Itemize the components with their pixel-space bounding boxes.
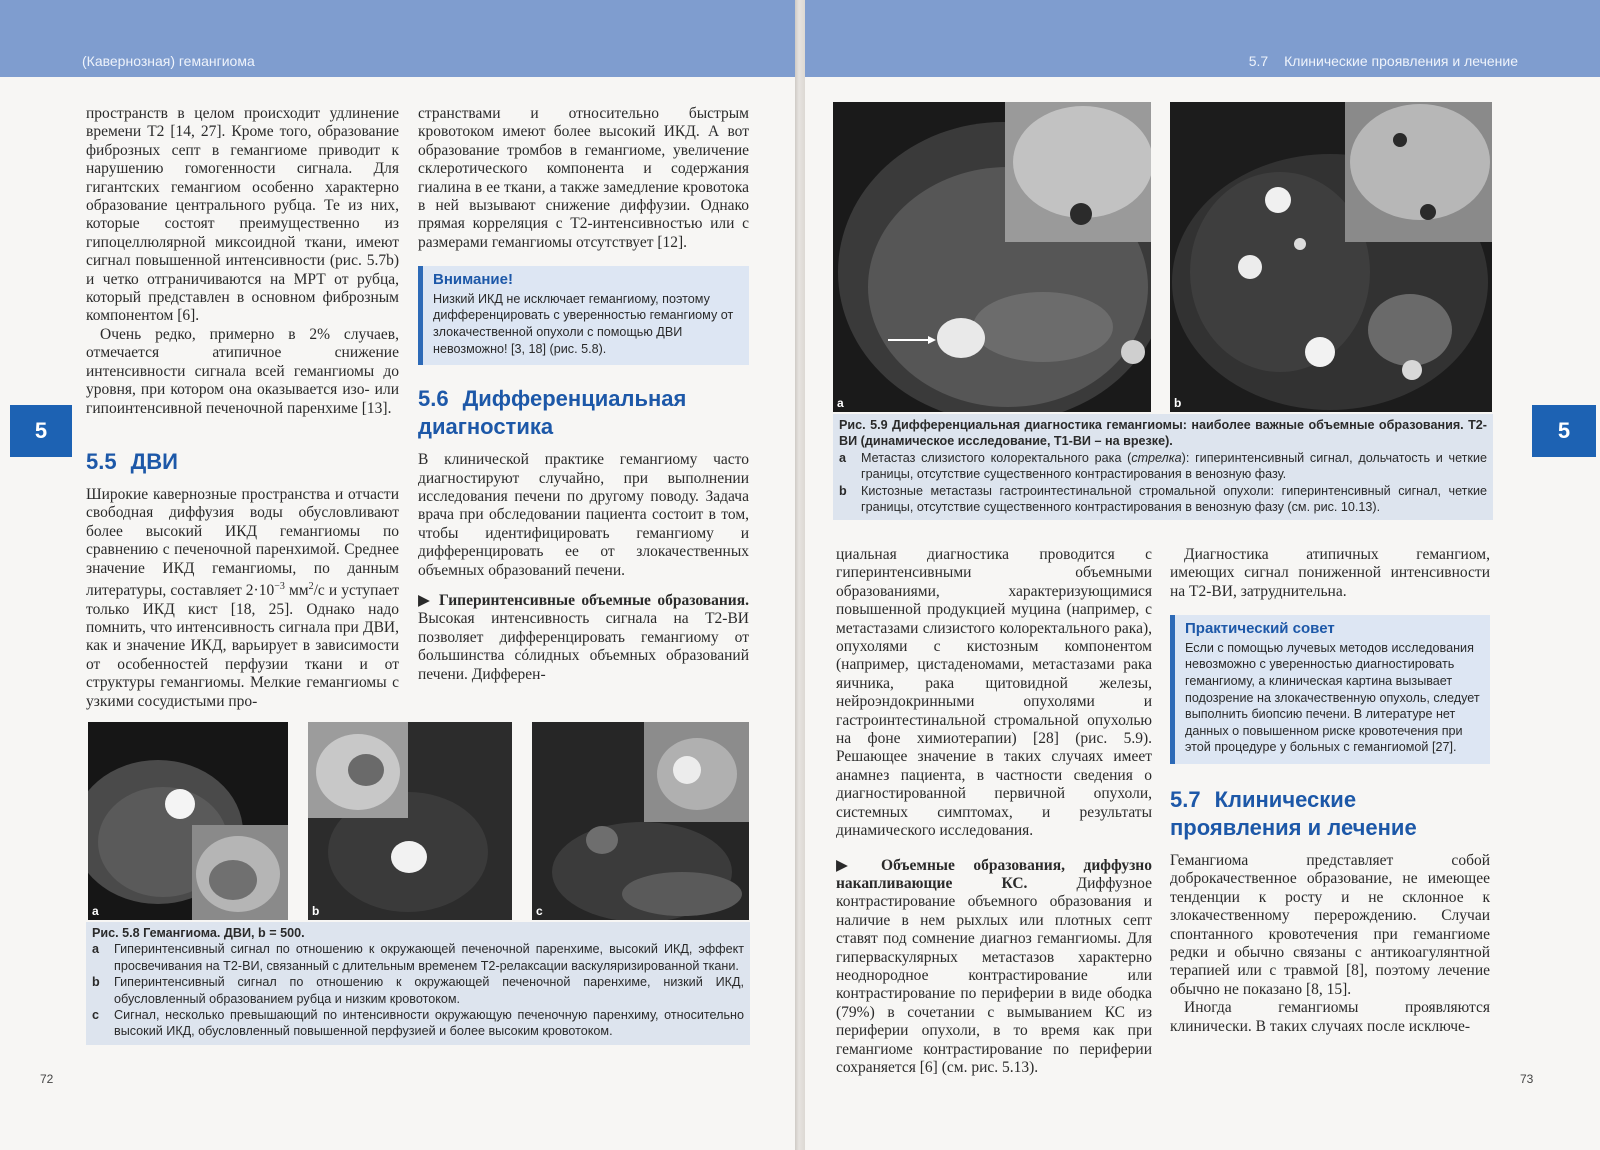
paragraph: [836, 857, 1152, 1078]
panel-label: c: [536, 904, 543, 918]
right-running-head-number: 5.7: [1248, 53, 1269, 69]
attention-text: Низкий ИКД не исключает гемангиому, поэтому дифференцировать с уверенностью гемангиому от злокачественной опухоли с помощью ДВИ невозможно! [3, 18] (рис. 5.8).: [433, 291, 734, 356]
figure-5-8-caption: [86, 922, 750, 1045]
left-header-band: [0, 0, 795, 77]
paragraph-lead: ▶ Объемные образования, диффузно накапливающие КС.: [836, 856, 1152, 892]
panel-label: a: [92, 904, 99, 918]
caption-item-text: Сигнал, несколько превышающий по интенсивности окружающую печеночную паренхиму, относительно высокий ИКД, обусловленный повышенной перфузией и более высоким кровотоком.: [114, 1008, 744, 1039]
attention-title: Внимание!: [433, 271, 513, 289]
caption-item-text: Гиперинтенсивный сигнал по отношению к окружающей печеночной паренхиме, низкий ИКД, обусловленный образованием рубца и низким кровотоком.: [114, 975, 744, 1006]
caption-item-key: b: [839, 483, 847, 498]
tip-text: Если с помощью лучевых методов исследования невозможно с уверенностью диагностировать гемангиому, а клиническая картина вызывает подозрение на злокачественную опухоль, следует выполнить биопсию печени. В литературе нет данных о повышенном риске кровотечения при этой процедуре у больных с гемангиомой [27].: [1185, 640, 1480, 755]
mri-image-b: [308, 722, 512, 920]
section-number: 5.5: [86, 448, 117, 474]
right-column-1: [836, 546, 1152, 1077]
text-run: ): гиперинтенсивный сигнал, дольчатость и четкие границы, отсутствие существенного контрастирования в венозную фазу.: [861, 450, 1487, 482]
paragraph: циальная диагностика проводится с гиперинтенсивными объемными образованиями, характеризующимися повышенной продукцией муцина (например, с метастазами слизистого колоректального рака), опухолями с кистозным компонентом (например, цистаденомами, метастазами рака яичника, рака щитовидной железы, нейроэндокринными опухолями и гастроинтестинальной стромальной опухолью на фоне химиотерапии) [28] (рис. 5.9). Решающее значение в таких случаях имеет анамнез пациента, в частности сведения о диагностированной первичной опухоли, системных симптомах, и результаты динамического исследования.: [836, 546, 1152, 840]
section-number: 5.7: [1170, 786, 1201, 812]
caption-item-text: [861, 450, 1487, 483]
left-column-1: [86, 105, 399, 711]
section-heading-5-7: [1170, 786, 1490, 842]
caption-item: [92, 1007, 744, 1040]
section-heading-5-6: [418, 385, 749, 441]
caption-title: Рис. 5.8 Гемангиома. ДВИ, b = 500.: [92, 926, 305, 940]
text-run: Метастаз слизистого колоректального рака (: [861, 450, 1132, 465]
section-title: ДВИ: [130, 448, 178, 474]
section-title: Клинические проявления и лечение: [1170, 786, 1417, 840]
figure-5-8-panel-b: [308, 722, 512, 920]
panel-label: b: [1174, 396, 1182, 410]
caption-item-key: c: [92, 1008, 100, 1023]
right-page-number: 73: [1520, 1072, 1534, 1086]
text-run: Диффузное контрастирование объемного образования и наличие в нем рыхлых или плотных септ ставят под сомнение диагноз гемангиомы. Для гиперваскулярных метастазов характерно неоднородное контрастирование или контрастирование по периферии в виде ободка (79%) в сочетании с вымыванием КС из периферии опухоли, в то время как при гемангиоме контрастирование по периферии сохраняется [6] (см. рис. 5.13).: [836, 874, 1153, 1076]
right-column-2: [1170, 546, 1490, 1036]
paragraph-lead: ▶ Гиперинтенсивные объемные образования.: [418, 592, 749, 610]
figure-5-8-panel-a: [88, 722, 288, 920]
paragraph: Диагностика атипичных гемангиом, имеющих сигнал пониженной интенсивности на Т2-ВИ, затруднительна.: [1170, 546, 1490, 600]
right-chapter-tab: 5: [1532, 405, 1596, 457]
caption-item-key: a: [839, 450, 847, 465]
right-running-head-title: Клинические проявления и лечение: [1284, 53, 1518, 69]
superscript: −3: [274, 580, 285, 592]
figure-5-9-panel-a: [833, 102, 1151, 412]
left-running-head: (Кавернозная) гемангиома: [82, 53, 255, 69]
mri-image-a: [833, 102, 1151, 412]
section-title: Дифференциальная диагностика: [418, 386, 687, 440]
caption-item-text: Гиперинтенсивный сигнал по отношению к окружающей печеночной паренхиме, высокий ИКД, эффект просвечивания на Т2-ВИ, связанный с длительным временем Т2-релаксации васкуляризированной ткани.: [114, 942, 744, 973]
section-heading-5-5: [86, 448, 399, 476]
text-run: мм: [284, 582, 309, 600]
mri-image-b: [1170, 102, 1492, 412]
paragraph: Очень редко, примерно в 2% случаев, отмечается атипичное снижение интенсивности сигнала всей гемангиомы до уровня, при котором она оказывается изо- или гипоинтенсивной печеночной паренхиме [13].: [86, 325, 399, 417]
caption-item: [92, 941, 744, 974]
caption-item-text: [861, 483, 1487, 516]
book-gutter: [795, 0, 805, 1150]
attention-box: [418, 266, 749, 365]
paragraph: [418, 592, 749, 684]
figure-5-9-panel-b: [1170, 102, 1492, 412]
text-run: Высокая интенсивность сигнала на Т2-ВИ позволяет дифференцировать гемангиому от большинства сóлидных объемных образований печени. Дифферен-: [418, 610, 749, 683]
caption-item: [839, 450, 1487, 483]
caption-item: [92, 974, 744, 1007]
caption-title: Рис. 5.9 Дифференциальная диагностика гемангиомы: наиболее важные объемные образования. Т2-ВИ (динамическое исследование, Т1-ВИ – на врезке).: [839, 418, 1487, 449]
text-run: Широкие кавернозные пространства и отчасти свободная диффузия воды обусловливают более высокий ИКД гемангиомы по сравнению с печеночной паренхимой. Среднее значение ИКД гемангиомы, по данным литературы, составляет 2·10: [86, 485, 399, 600]
paragraph: Гемангиома представляет собой доброкачественное образование, не имеющее тенденции к росту и не склонное к злокачественному перерождению. Случаи спонтанного кровотечения при гемангиоме редки и обычно связаны с антикоагулянтной терапией или с травмой [8], поэтому лечение обычно не показано [8, 15].: [1170, 851, 1490, 998]
left-chapter-tab: 5: [10, 405, 72, 457]
superscript: 2: [308, 580, 314, 592]
mri-image-c: [532, 722, 749, 920]
italic-text: стрелка: [1131, 450, 1182, 465]
right-running-head: [1249, 53, 1518, 69]
text-run: Кистозные метастазы гастроинтестинальной стромальной опухоли: гиперинтенсивный сигнал, четкие границы, отсутствие существенного контрастирования в венозную фазу (см. рис. 10.13).: [861, 483, 1487, 515]
caption-item: [839, 483, 1487, 516]
figure-5-8-panel-c: [532, 722, 749, 920]
paragraph: [86, 486, 399, 711]
left-column-2: [418, 105, 749, 684]
section-number: 5.6: [418, 386, 449, 412]
caption-item-key: b: [92, 975, 100, 990]
mri-image-a: [88, 722, 288, 920]
tip-box: [1170, 615, 1490, 764]
caption-item-key: a: [92, 942, 100, 957]
paragraph: странствами и относительно быстрым кровотоком имеют более высокий ИКД. А вот образование тромбов в гемангиоме, увеличение склеротического компонента и содержания гиалина в ее ткани, а также замедление кровотока в ней вызывают снижение диффузии. Однако прямая корреляция с Т2-интенсивностью или с размерами гемангиомы отсутствует [12].: [418, 105, 749, 251]
panel-label: b: [312, 904, 320, 918]
paragraph: пространств в целом происходит удлинение времени Т2 [14, 27]. Кроме того, образование фиброзных септ в гемангиоме приводит к нарушению гомогенности сигнала. Для гигантских гемангиом особенно характерно образование центрального рубца. Те из них, которые состоят преимущественно из гипоцеллюлярной миксоидной ткани, имеют сигнал повышенной интенсивности (рис. 5.7b) и четко отграничиваются на МРТ от рубца, который представлен в основном фиброзным компонентом [6].: [86, 105, 399, 325]
figure-5-9-caption: [833, 414, 1493, 520]
panel-label: a: [837, 396, 844, 410]
right-header-band: [805, 0, 1600, 77]
paragraph: Иногда гемангиомы проявляются клинически. В таких случаях после исключе-: [1170, 999, 1490, 1035]
paragraph: В клинической практике гемангиому часто диагностируют случайно, при выполнении исследования печени по другому поводу. Задача врача при обследовании пациента состоит в том, чтобы идентифицировать гемангиому и дифференцировать ее от злокачественных объемных образований печени.: [418, 451, 749, 579]
left-page-number: 72: [40, 1072, 54, 1086]
tip-title: Практический совет: [1185, 620, 1335, 638]
text-run: /с и уступает только ИКД кист [18, 25]. Однако надо помнить, что интенсивность сигнала при ДВИ, как и значение ИКД, варьирует в зависимости от особенностей перфузии ткани и от структуры гемангиомы. Мелкие гемангиомы с узкими сосудистыми про-: [86, 582, 399, 710]
